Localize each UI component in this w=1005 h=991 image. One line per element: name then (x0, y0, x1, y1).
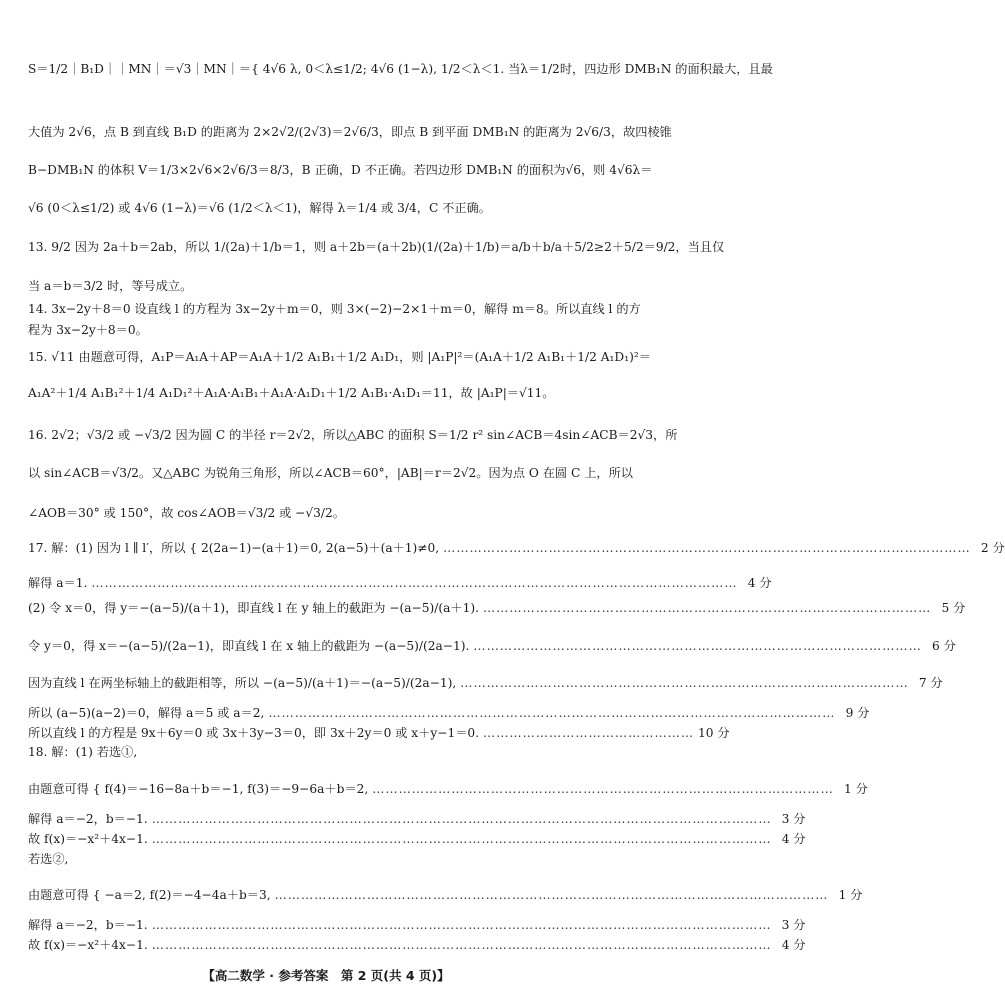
scored-step (28, 541, 1005, 556)
step-text: 由题意可得 { −a＝2, f(2)＝−4−4a＋b＝3, (28, 888, 271, 902)
solution-line: 15. √11 由题意可得，A₁P＝A₁A＋AP＝A₁A＋1/2 A₁B₁＋1/2 A₁D₁，则 |A₁P|²＝(A₁A＋1/2 A₁B₁＋1/2 A₁D₁)²＝ (28, 350, 651, 364)
scored-step (28, 832, 806, 847)
step-score: 1 分 (838, 888, 863, 902)
scored-step (28, 639, 956, 654)
solution-line: A₁A²＋1/4 A₁B₁²＋1/4 A₁D₁²＋A₁A·A₁B₁＋A₁A·A₁D₁＋1/2 A₁B₁·A₁D₁＝11，故 |A₁P|＝√11。 (28, 386, 555, 400)
solution-line: 大值为 2√6，点 B 到直线 B₁D 的距离为 2×2√2/(2√3)＝2√6/3，即点 B 到平面 DMB₁N 的距离为 2√6/3，故四棱锥 (28, 125, 672, 139)
leader-dots: ………………………………………………………………………………………… (482, 601, 932, 615)
leader-dots: …………………………………………………………………………………………………………………………… (151, 812, 772, 826)
scored-step (28, 576, 772, 591)
scored-step (28, 782, 868, 797)
step-text: 令 y＝0，得 x＝−(a−5)/(2a−1)，即直线 l 在 x 轴上的截距为 −(a−5)/(2a−1). (28, 639, 470, 653)
leader-dots: ………………………………………………………………………………………………………………………………… (91, 576, 738, 590)
solution-line: S＝1/2｜B₁D｜｜MN｜＝√3｜MN｜＝{ 4√6 λ, 0＜λ≤1/2; 4√6 (1−λ), 1/2＜λ＜1. 当λ＝1/2时，四边形 DMB₁N 的面积最大，且最 (28, 62, 773, 76)
step-text: (2) 令 x＝0，得 y＝−(a−5)/(a＋1)，即直线 l 在 y 轴上的截距为 −(a−5)/(a＋1). (28, 601, 479, 615)
step-score: 3 分 (781, 812, 806, 826)
step-score: 2 分 (980, 541, 1005, 555)
step-text: 解得 a＝−2，b＝−1. (28, 918, 148, 932)
step-text: 17. 解：(1) 因为 l ∥ l′，所以 { 2(2a−1)−(a＋1)＝0, 2(a−5)＋(a＋1)≠0, (28, 541, 440, 555)
step-score: 1 分 (843, 782, 868, 796)
step-score: 7 分 (918, 676, 943, 690)
step-score: 4 分 (781, 832, 806, 846)
step-score: 3 分 (781, 918, 806, 932)
leader-dots: …………………………………………………………………………………………………………………………… (151, 832, 772, 846)
step-text: 解得 a＝−2，b＝−1. (28, 812, 148, 826)
leader-dots: ………………………………………… (483, 726, 695, 740)
step-text: 若选②, (28, 852, 69, 866)
step-score: 4 分 (747, 576, 772, 590)
solution-line: 16. 2√2；√3/2 或 −√3/2 因为圆 C 的半径 r＝2√2，所以△ABC 的面积 S＝1/2 r² sin∠ACB＝4sin∠ACB＝2√3，所 (28, 428, 678, 442)
scored-step (28, 601, 966, 616)
solution-line: 13. 9/2 因为 2a＋b＝2ab，所以 1/(2a)＋1/b＝1，则 a＋2b＝(a＋2b)(1/(2a)＋1/b)＝a/b＋b/a＋5/2≥2＋5/2＝9/2，当且仅 (28, 240, 725, 254)
scored-step (28, 745, 638, 760)
solution-line: √6 (0＜λ≤1/2) 或 4√6 (1−λ)＝√6 (1/2＜λ＜1)，解得 λ＝1/4 或 3/4，C 不正确。 (28, 201, 491, 215)
step-text: 故 f(x)＝−x²＋4x−1. (28, 938, 148, 952)
solution-line: B−DMB₁N 的体积 V＝1/3×2√6×2√6/3＝8/3，B 正确，D 不正确。若四边形 DMB₁N 的面积为√6，则 4√6λ＝ (28, 163, 653, 177)
step-score: 9 分 (845, 706, 870, 720)
leader-dots: …………………………………………………………………………………………………………………………… (151, 938, 772, 952)
solution-line: 14. 3x−2y＋8＝0 设直线 l 的方程为 3x−2y＋m＝0，则 3×(−2)−2×1＋m＝0，解得 m＝8。所以直线 l 的方 (28, 302, 641, 316)
step-text: 18. 解：(1) 若选①, (28, 745, 138, 759)
leader-dots: ………………………………………………………………………………………… (473, 639, 922, 653)
solution-line: ∠AOB＝30° 或 150°，故 cos∠AOB＝√3/2 或 −√3/2。 (28, 506, 345, 520)
step-score: 6 分 (931, 639, 956, 653)
scored-step (28, 676, 943, 691)
leader-dots: ………………………………………………………………………………………… (460, 676, 909, 690)
leader-dots: ………………………………………………………………………………………………………………… (268, 706, 836, 720)
leader-dots: …………………………………………………………………………………………… (372, 782, 834, 796)
step-score: 5 分 (941, 601, 966, 615)
step-text: 因为直线 l 在两坐标轴上的截距相等，所以 −(a−5)/(a＋1)＝−(a−5)/(2a−1), (28, 676, 457, 690)
scored-step (28, 726, 730, 741)
step-text: 所以 (a−5)(a−2)＝0，解得 a＝5 或 a＝2, (28, 706, 265, 720)
step-score: 10 分 (698, 726, 730, 740)
step-text: 故 f(x)＝−x²＋4x−1. (28, 832, 148, 846)
leader-dots: ………………………………………………………………………………………………………… (443, 541, 971, 555)
leader-dots: …………………………………………………………………………………………………………………………… (151, 918, 772, 932)
step-text: 由题意可得 { f(4)＝−16−8a＋b＝−1, f(3)＝−9−6a＋b＝2, (28, 782, 369, 796)
page-footer: 【高二数学 · 参考答案 第 2 页(共 4 页)】 (202, 968, 450, 983)
solution-line: 以 sin∠ACB＝√3/2。又△ABC 为锐角三角形，所以∠ACB＝60°，|AB|＝r＝2√2。因为点 O 在圆 C 上，所以 (28, 466, 633, 480)
solution-line: 当 a＝b＝3/2 时，等号成立。 (28, 279, 193, 293)
scored-step (28, 852, 638, 867)
solution-line: 程为 3x−2y＋8＝0。 (28, 323, 148, 337)
scored-step (28, 706, 870, 721)
step-text: 解得 a＝1. (28, 576, 88, 590)
step-score: 4 分 (781, 938, 806, 952)
scored-step (28, 918, 806, 933)
leader-dots: ……………………………………………………………………………………………………………… (274, 888, 829, 902)
scored-step (28, 888, 863, 903)
scored-step (28, 812, 806, 827)
scored-step (28, 938, 806, 953)
step-text: 所以直线 l 的方程是 9x＋6y＝0 或 3x＋3y−3＝0，即 3x＋2y＝0 或 x＋y−1＝0. (28, 726, 480, 740)
